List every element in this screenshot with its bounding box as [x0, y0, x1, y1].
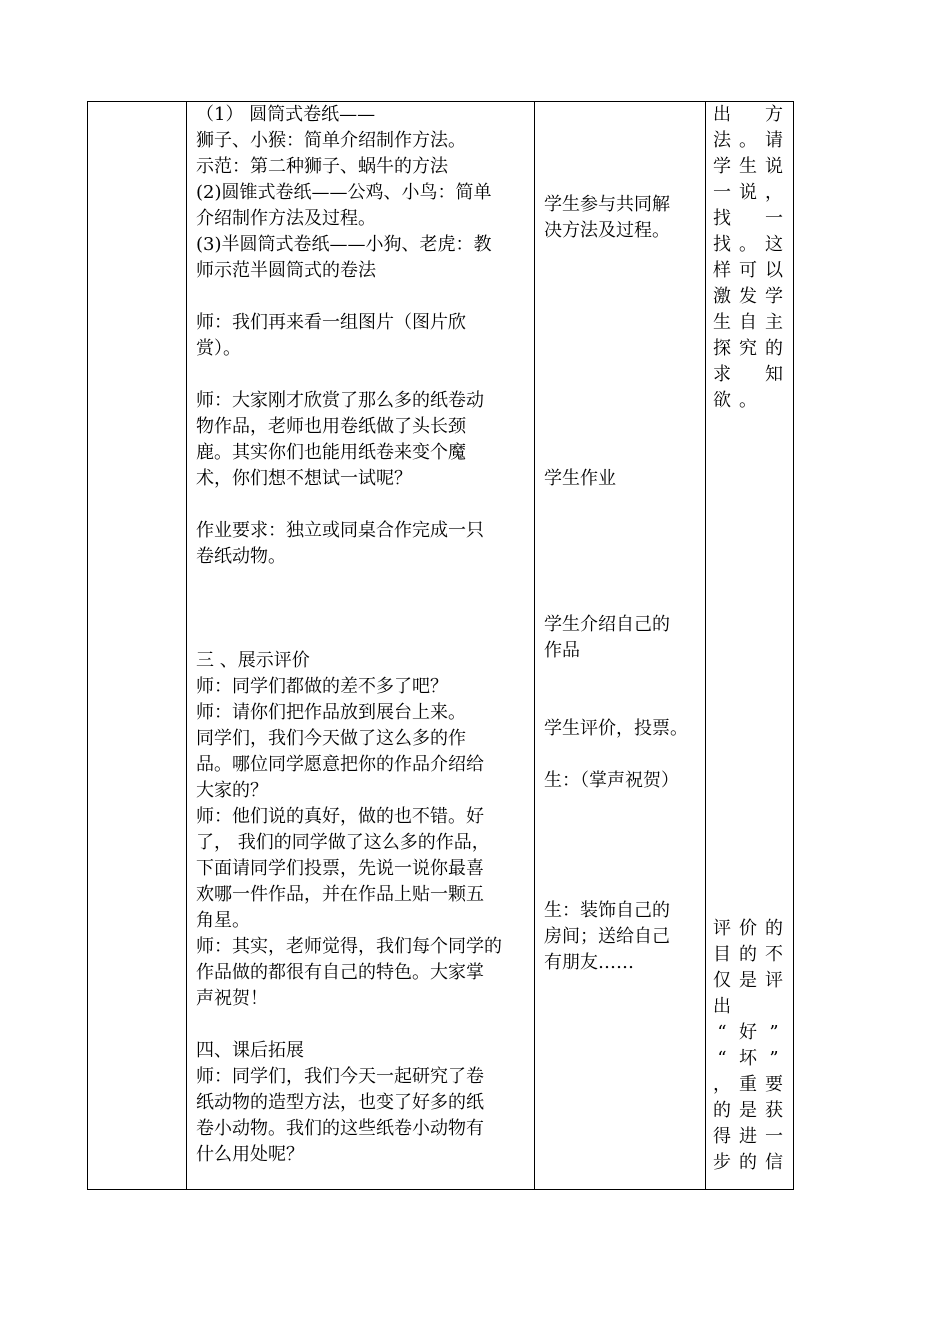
teacher-text-line: 作品做的都很有自己的特色。大家掌 [196, 962, 484, 983]
intent-text-line [712, 232, 784, 258]
intent-char: 出 [713, 996, 731, 1017]
teacher-text-line: 四、课后拓展 [196, 1040, 304, 1061]
intent-char: 法 [713, 130, 731, 151]
teacher-text-line: (2)圆锥式卷纸——公鸡、小鸟：简单 [196, 182, 492, 203]
student-text-line: 决方法及过程。 [544, 220, 670, 241]
student-text-line: 学生介绍自己的 [544, 614, 670, 635]
teacher-text-line: 师示范半圆筒式的卷法 [196, 260, 376, 281]
intent-text-line [712, 388, 784, 414]
intent-char: ” [769, 1048, 779, 1069]
teacher-text-line: 师：他们说的真好，做的也不错。好 [196, 806, 484, 827]
teacher-text-line: 大家的？ [196, 780, 268, 801]
intent-char: 欲 [713, 390, 731, 411]
student-text-line: 学生参与共同解 [544, 194, 670, 215]
teacher-activity-column [196, 102, 534, 1189]
intent-char: ” [769, 1022, 779, 1043]
intent-char: 获 [765, 1100, 783, 1121]
intent-char: 不 [765, 944, 783, 965]
intent-char: 。 [739, 390, 757, 411]
intent-char: 一 [713, 182, 731, 203]
intent-text-line [712, 180, 784, 206]
intent-char: 学 [765, 286, 783, 307]
teacher-text-line: 纸动物的造型方法，也变了好多的纸 [196, 1092, 484, 1113]
teacher-text-line: 卷纸动物。 [196, 546, 286, 567]
stage-column [88, 102, 186, 1189]
intent-char: 信 [765, 1152, 783, 1173]
student-activity-column [544, 102, 704, 1189]
column-divider [186, 102, 187, 1189]
intent-text-line [712, 942, 784, 968]
intent-text-line [712, 968, 784, 994]
intent-text-line [712, 102, 784, 128]
intent-char: 是 [739, 1100, 757, 1121]
intent-char: 的 [713, 1100, 731, 1121]
teacher-text-line: 物作品，老师也用卷纸做了头长颈 [196, 416, 466, 437]
intent-char: 好 [739, 1022, 757, 1043]
lesson-plan-table [87, 101, 794, 1190]
intent-char: 学 [713, 156, 731, 177]
teacher-text-line: 同学们，我们今天做了这么多的作 [196, 728, 466, 749]
intent-char: 坏 [739, 1048, 757, 1069]
teacher-text-line: 师：其实，老师觉得，我们每个同学的 [196, 936, 502, 957]
teacher-text-line: (3)半圆筒式卷纸——小狗、老虎：教 [196, 234, 492, 255]
intent-char: 一 [765, 1126, 783, 1147]
intent-text-line [712, 362, 784, 388]
intent-char: 找 [713, 234, 731, 255]
intent-char: 自 [739, 312, 757, 333]
intent-char: 说 [739, 182, 757, 203]
intent-text-line [712, 1020, 784, 1046]
intent-char: 这 [765, 234, 783, 255]
intent-char: “ [717, 1048, 727, 1069]
intent-char: 。 [739, 234, 757, 255]
teacher-text-line: 下面请同学们投票，先说一说你最喜 [196, 858, 484, 879]
intent-char: 找 [713, 208, 731, 229]
teacher-text-line: 鹿。其实你们也能用纸卷来变个魔 [196, 442, 466, 463]
intent-char: 。 [739, 130, 757, 151]
intent-text-line [712, 310, 784, 336]
design-intent-column [712, 102, 792, 1189]
intent-text-line [712, 128, 784, 154]
intent-char: 一 [765, 208, 783, 229]
intent-char: 重 [739, 1074, 757, 1095]
intent-text-line [712, 284, 784, 310]
intent-char: 的 [739, 1152, 757, 1173]
intent-text-line [712, 154, 784, 180]
teacher-text-line: 卷小动物。我们的这些纸卷小动物有 [196, 1118, 484, 1139]
intent-char: 价 [739, 918, 757, 939]
intent-char: 以 [765, 260, 783, 281]
teacher-text-line: 师：我们再来看一组图片（图片欣 [196, 312, 466, 333]
intent-char: 样 [713, 260, 731, 281]
student-text-line: 房间；送给自己 [544, 926, 670, 947]
intent-char: 评 [713, 918, 731, 939]
intent-text-line [712, 1150, 784, 1176]
intent-char: 激 [713, 286, 731, 307]
student-text-line: 学生评价，投票。 [544, 718, 688, 739]
intent-char: 说 [765, 156, 783, 177]
teacher-text-line: 角星。 [196, 910, 250, 931]
teacher-text-line: 三 、展示评价 [196, 650, 310, 671]
intent-char: 知 [765, 364, 783, 385]
intent-char: 探 [713, 338, 731, 359]
intent-char: 是 [739, 970, 757, 991]
teacher-text-line: 师：请你们把作品放到展台上来。 [196, 702, 466, 723]
teacher-text-line: 声祝贺！ [196, 988, 268, 1009]
intent-text-line [712, 1124, 784, 1150]
intent-char: 可 [739, 260, 757, 281]
intent-char: 究 [739, 338, 757, 359]
intent-char: 的 [765, 338, 783, 359]
intent-text-line [712, 258, 784, 284]
intent-text-line [712, 916, 784, 942]
column-divider [705, 102, 706, 1189]
teacher-text-line: 示范：第二种狮子、蜗牛的方法 [196, 156, 448, 177]
intent-char: 步 [713, 1152, 731, 1173]
intent-char: 主 [765, 312, 783, 333]
teacher-text-line: 什么用处呢？ [196, 1144, 304, 1165]
teacher-text-line: 狮子、小猴：简单介绍制作方法。 [196, 130, 466, 151]
teacher-text-line: 术，你们想不想试一试呢？ [196, 468, 412, 489]
teacher-text-line: 介绍制作方法及过程。 [196, 208, 376, 229]
teacher-text-line: 师：大家刚才欣赏了那么多的纸卷动 [196, 390, 484, 411]
teacher-text-line: 品。哪位同学愿意把你的作品介绍给 [196, 754, 484, 775]
column-divider [534, 102, 535, 1189]
intent-char: 评 [765, 970, 783, 991]
teacher-text-line: 了， 我们的同学做了这么多的作品， [196, 832, 490, 853]
intent-char: 方 [765, 104, 783, 125]
teacher-text-line: 师：同学们，我们今天一起研究了卷 [196, 1066, 484, 1087]
intent-char: 请 [765, 130, 783, 151]
intent-text-line [712, 994, 784, 1020]
intent-char: 要 [765, 1074, 783, 1095]
intent-char: ， [765, 182, 783, 203]
teacher-text-line: 赏）。 [196, 338, 241, 359]
intent-char: 进 [739, 1126, 757, 1147]
intent-char: 发 [739, 286, 757, 307]
teacher-text-line: （1） 圆筒式卷纸—— [196, 104, 376, 125]
intent-text-line [712, 1072, 784, 1098]
student-text-line: 有朋友…… [544, 952, 634, 973]
intent-char: 的 [765, 918, 783, 939]
intent-char: ， [713, 1074, 731, 1095]
intent-char: 求 [713, 364, 731, 385]
student-text-line: 生：（掌声祝贺） [544, 770, 679, 791]
intent-char: 的 [739, 944, 757, 965]
intent-char: 生 [739, 156, 757, 177]
intent-text-line [712, 206, 784, 232]
teacher-text-line: 作业要求：独立或同桌合作完成一只 [196, 520, 484, 541]
intent-char: “ [717, 1022, 727, 1043]
intent-char: 出 [713, 104, 731, 125]
intent-char: 目 [713, 944, 731, 965]
student-text-line: 学生作业 [544, 468, 616, 489]
student-text-line: 作品 [544, 640, 580, 661]
teacher-text-line: 欢哪一件作品，并在作品上贴一颗五 [196, 884, 484, 905]
student-text-line: 生：装饰自己的 [544, 900, 670, 921]
intent-char: 仅 [713, 970, 731, 991]
intent-char: 得 [713, 1126, 731, 1147]
intent-char: 生 [713, 312, 731, 333]
intent-text-line [712, 1098, 784, 1124]
teacher-text-line: 师：同学们都做的差不多了吧？ [196, 676, 448, 697]
intent-text-line [712, 336, 784, 362]
intent-text-line [712, 1046, 784, 1072]
